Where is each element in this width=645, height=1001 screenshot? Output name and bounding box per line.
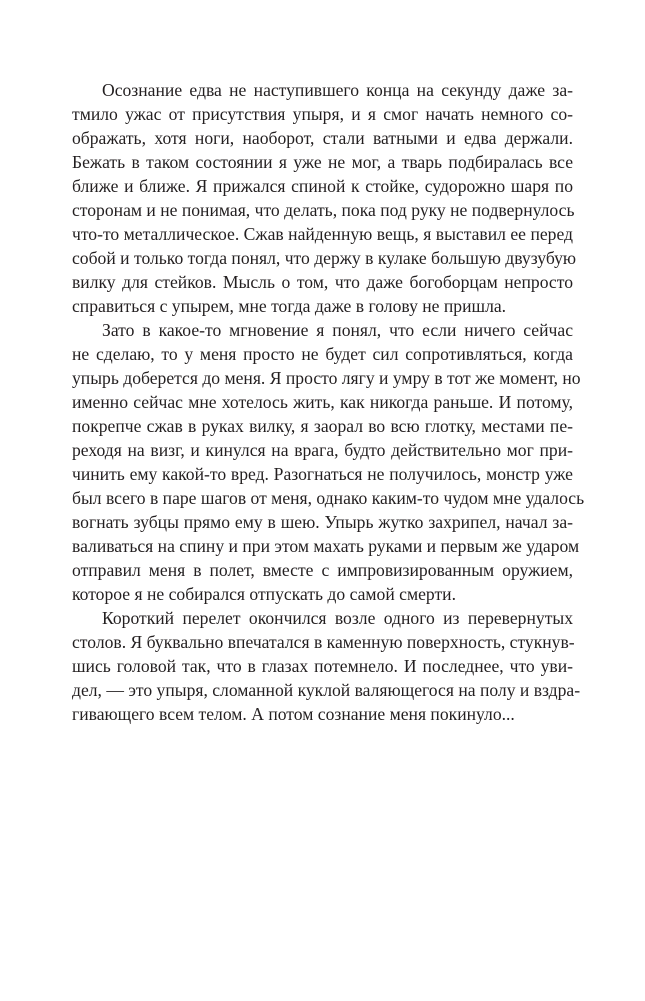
paragraph-2 bbox=[72, 318, 585, 606]
text-line: был всего в паре шагов от меня, однако каким-то чудом мне удалось bbox=[72, 488, 585, 508]
paragraph-1 bbox=[72, 78, 577, 318]
text-line: тмило ужас от присутствия упыря, и я смог начать немного со- bbox=[72, 104, 573, 124]
text-line: ближе и ближе. Я прижался спиной к стойке, судорожно шаря по bbox=[72, 176, 573, 196]
text-line: Зато в какое-то мгновение я понял, что если ничего сейчас bbox=[102, 320, 573, 340]
text-line: собой и только тогда понял, что держу в кулаке большую двузубую bbox=[72, 248, 577, 268]
text-line: ображать, хотя ноги, наоборот, стали ватными и едва держали. bbox=[72, 128, 573, 148]
text-line: Осознание едва не наступившего конца на секунду даже за- bbox=[102, 80, 573, 100]
text-line: упырь доберется до меня. Я просто лягу и умру в тот же момент, но bbox=[72, 368, 581, 388]
text-line: Бежать в таком состоянии я уже не мог, а тварь подбиралась все bbox=[72, 152, 573, 172]
text-line: Короткий перелет окончился возле одного из перевернутых bbox=[102, 608, 573, 628]
text-line: гивающего всем телом. А потом сознание меня покинуло... bbox=[72, 704, 515, 724]
text-line: шись головой так, что в глазах потемнело. И последнее, что уви- bbox=[72, 656, 573, 676]
text-line: чинить ему какой-то вред. Разогнаться не получилось, монстр уже bbox=[72, 464, 573, 484]
text-line: реходя на визг, и кинулся на врага, будто действительно мог при- bbox=[72, 440, 573, 460]
text-line: валиваться на спину и при этом махать руками и первым же ударом bbox=[72, 536, 580, 556]
text-line: вогнать зубцы прямо ему в шею. Упырь жутко захрипел, начал за- bbox=[72, 512, 573, 532]
text-line: вилку для стейков. Мысль о том, что даже богоборцам непросто bbox=[72, 272, 573, 292]
text-line: которое я не собирался отпускать до самой смерти. bbox=[72, 584, 456, 604]
text-line: справиться с упырем, мне тогда даже в голову не пришла. bbox=[72, 296, 507, 316]
text-line: столов. Я буквально впечатался в каменную поверхность, стукнув- bbox=[72, 632, 575, 652]
text-line: не сделаю, то у меня просто не будет сил сопротивляться, когда bbox=[72, 344, 573, 364]
text-line: дел, — это упыря, сломанной куклой валяющегося на полу и вздра- bbox=[72, 680, 581, 700]
text-line: сторонам и не понимая, что делать, пока под руку не подвернулось bbox=[72, 200, 575, 220]
text-line: именно сейчас мне хотелось жить, как никогда раньше. И потому, bbox=[72, 392, 573, 412]
text-line: отправил меня в полет, вместе с импровизированным оружием, bbox=[72, 560, 573, 580]
text-line: что-то металлическое. Сжав найденную вещь, я выставил ее перед bbox=[72, 224, 573, 244]
body-text bbox=[72, 78, 585, 726]
paragraph-3 bbox=[72, 606, 581, 726]
text-line: покрепче сжав в руках вилку, я заорал во всю глотку, местами пе- bbox=[72, 416, 573, 436]
